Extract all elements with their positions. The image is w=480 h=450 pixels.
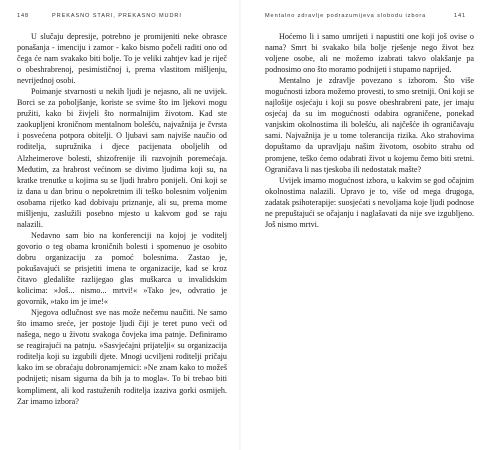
left-page-text <box>17 31 227 407</box>
right-page <box>240 0 480 450</box>
paragraph: Nedavno sam bio na konferenciji na kojoj je voditelj govorio o teg obama kroničnih bolesti i spomenuo je osobito dobru organizaciju za pomoć bolesnima. Zastao je, pokušavajući se prisjetiti imena te organizacije, kad se kroz čitavo gledalište razlijegao glas muškarca u invalidskim kolicima: »Još... nismo... mrtvi!« »Tako je«, odvratio je govornik, »tako im je ime!« <box>17 230 227 307</box>
paragraph: Hoćemo li i samo umrijeti i napustiti one koji još ovise o nama? Smrt bi svakako bila bolje rješenje nego život bez voljene osobe, ali ne možemo izabrati takvo olakšanje pa podnosimo ono što moramo podnijeti i stupamo naprijed. <box>265 32 474 75</box>
paragraph: Mentalno je zdravlje povezano s izborom. Što više mogućnosti izbora možemo provesti, to smo sretniji. Oni koji se najlošije osjećaju i koji su posve obeshrabreni pate, jer imaju osjećaj da su im mogućnosti odabira ograničene, ponekad vanjskim okolnostima ili bolešću, ali najčešće ih ograničavaju sami. Najvažnija je u tome tolerancija rizika. Ako strahovima dopuštamo da upravljaju našim životom, osobito strahu od promjene, teško ćemo odabrati život u kojemu čemo biti sretni. Ograničava li nas tjeskoba ili nedostatak mašte? <box>265 76 474 174</box>
running-head-left: PREKASNO STARI, PREKASNO MUDRI <box>52 13 182 19</box>
paragraph: Njegova odlučnost sve nas može nečemu naučiti. Ne samo što imamo sreće, jer postoje ljudi čiji je teret puno veći od našega, nego u životu svakoga čovjeka ima patnje. Definiramo se reagirajući na patnju. »Sasvjećajni prijatelji« su organizacija roditelja koji su izgubili djete. Mnogi ucviljeni roditelji pričaju kako im se obraćaju dobronamjernici: »Ne znam kako to možeš podnijeti; nisam sigurna da bih ja to mogla«. To bi trebao biti kompliment, ali kod rastuženih roditelja izaziva gorki osmijeh. Zar imamo izbora? <box>17 308 227 406</box>
paragraph: Poimanje stvarnosti u nekih ljudi je nejasno, ali ne uvijek. Borci se za poboljšanje, koriste se svime što im ljekovi mogu pružiti, kako bi živjeli što normalnijim životom. Kad ste zaokupljeni kroničnom mentalnom bolešću, najvažnija je čvrsta i posvećena potpora obitelji. O ljubavi sam najviše naučio od roditelja, supružnika i djece pacijenata oboljelih od Alzheimerove bolesti, shizofrenije ili razvojnih poremećaja. Međutim, za hrabrost većinom se divimo ljudima koji su, na kratke trenutke u kojima su se ljudi hrabro ponijeli. Oni koji se iz dana u dan brinu o nepokretnim ili teško bolesnim voljenim osobama rijetko kad dobivaju priznanje, ali su, prema mome mišljenju, zaslužili posebno mjesto u kakvom god se raju nalazili. <box>17 87 227 229</box>
right-page-text <box>265 31 474 230</box>
paragraph: Uvijek imamo mogućnost izbora, u kakvim se god očajnim okolnostima nalazili. Upravo je to, više od mega drugoga, zadatak psihoterapije: suosjećati s nevoljama koje ljudi podnose ne prepuštajući se očajanju i naglašavati da nije sve izgubljeno. Još nismo mrtvi. <box>265 175 474 229</box>
page-number-right: 141 <box>454 13 467 19</box>
paragraph: U slučaju depresije, potrebno je promijeniti neke obrasce ponašanja - imenciju i zamor - kako bismo počeli raditi ono od čega će nam svakako biti bolje. To je veliki zahtjev kad je riječ o obeshrabrenoj, pesimističnoj i, prema vlastitom mišljenju, nevrijednoj osobi. <box>17 32 227 86</box>
running-head-right: Mentalno zdravlje podrazumijeva slobodu izbora <box>265 13 427 19</box>
page-number-left: 148 <box>17 13 30 19</box>
